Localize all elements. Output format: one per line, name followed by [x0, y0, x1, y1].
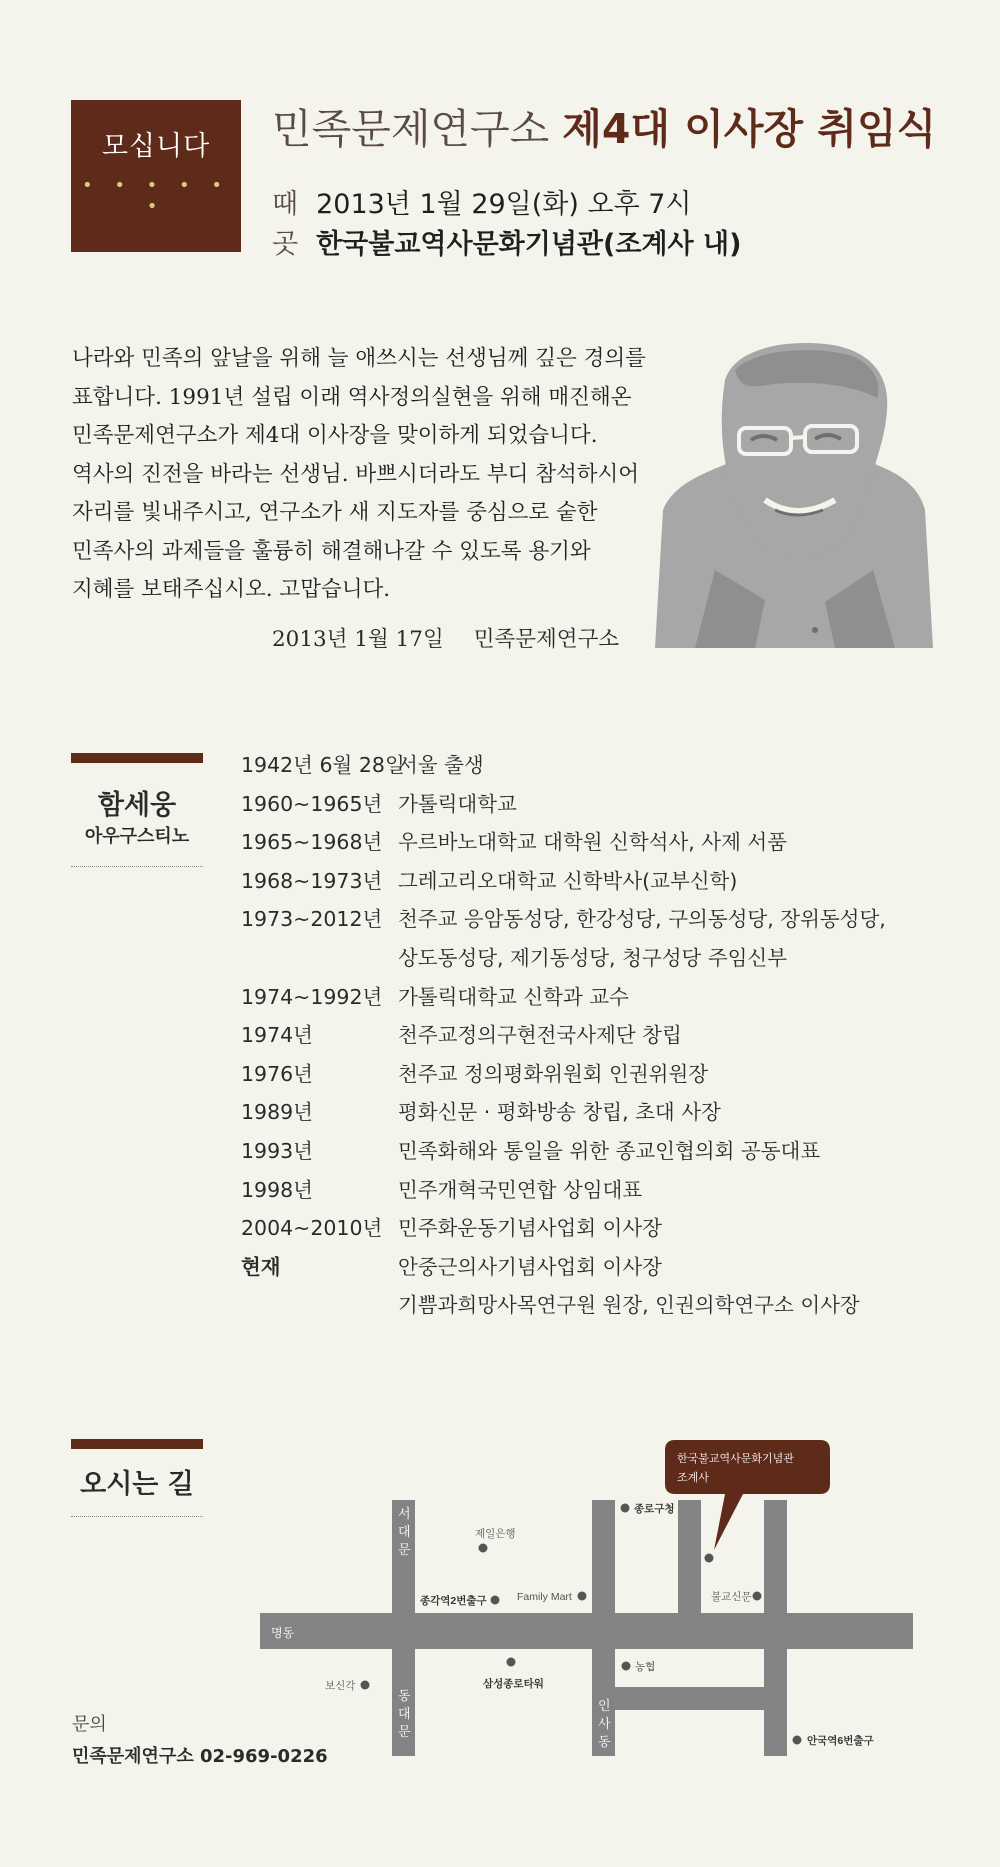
directions-bar — [71, 1439, 203, 1449]
letter-line: 표합니다. 1991년 설립 이래 역사정의실현을 위해 매진해온 — [72, 384, 632, 410]
career-desc: 서울 출생 — [398, 753, 484, 777]
invitation-badge — [71, 100, 241, 252]
poi-samsung: 삼성종로타워 — [483, 1678, 544, 1690]
letter-line: 민족문제연구소가 제4대 이사장을 맞이하게 되었습니다. — [72, 423, 598, 448]
poi-jongnogu: 종로구청 — [634, 1503, 675, 1515]
contact-label: 문의 — [72, 1714, 107, 1735]
letter-line: 민족사의 과제들을 훌륭히 해결해나갈 수 있도록 용기와 — [72, 538, 591, 564]
career-desc: 천주교 정의평화위원회 인권위원장 — [398, 1061, 709, 1086]
career-year: 1965~1968년 — [241, 830, 383, 855]
career-desc: 민족화해와 통일을 위한 종교인협의회 공동대표 — [398, 1138, 821, 1163]
profile-baptism-name: 아우구스티노 — [84, 826, 190, 847]
event-place — [272, 222, 741, 261]
callout-line-2: 조계사 — [677, 1472, 709, 1484]
letter-line: 지혜를 보태주십시오. 고맙습니다. — [72, 577, 391, 602]
profile-name: 함세웅 — [97, 790, 177, 821]
career-desc: 상도동성당, 제기동성당, 청구성당 주임신부 — [398, 945, 788, 970]
career-year: 1942년 6월 28일 — [241, 753, 405, 777]
road-label-seodaemun-3: 문 — [398, 1542, 411, 1557]
portrait-illustration — [655, 340, 933, 648]
road-horizontal-main — [260, 1613, 913, 1649]
letter-date: 2013년 1월 17일 — [272, 627, 444, 652]
career-desc: 가톨릭대학교 — [398, 791, 517, 816]
poi-nonghyup: 농협 — [635, 1661, 656, 1673]
poi-bosingak: 보신각 — [325, 1680, 356, 1692]
road-label-dongdaemun-3: 문 — [398, 1724, 411, 1739]
page-title — [272, 96, 936, 155]
career-desc: 우르바노대학교 대학원 신학석사, 사제 서품 — [398, 830, 788, 855]
road-label-dongdaemun-2: 대 — [398, 1706, 411, 1721]
letter-signature — [272, 622, 619, 653]
road-vertical-east — [764, 1500, 787, 1756]
location-map — [255, 1440, 915, 1760]
career-year: 2004~2010년 — [241, 1216, 383, 1241]
contact-info: 민족문제연구소 02-969-0226 — [72, 1746, 328, 1767]
career-year: 1974~1992년 — [241, 984, 383, 1009]
career-year: 1968~1973년 — [241, 868, 383, 893]
career-desc: 민주화운동기념사업회 이사장 — [398, 1216, 662, 1241]
callout-line-1: 한국불교역사문화기념관 — [677, 1453, 794, 1465]
title-org: 민족문제연구소 — [272, 105, 550, 153]
career-desc: 평화신문 · 평화방송 창립, 초대 사장 — [398, 1100, 721, 1125]
poi-jonggak2: 종각역2번출구 — [420, 1595, 487, 1607]
road-label-insadong-2: 사 — [598, 1716, 611, 1731]
directions-divider — [71, 1516, 203, 1517]
career-year: 1974년 — [241, 1023, 313, 1048]
road-label-seodaemun-1: 서 — [398, 1506, 411, 1521]
career-desc: 가톨릭대학교 신학과 교수 — [398, 984, 629, 1009]
letter-line: 역사의 진전을 바라는 선생님. 바쁘시더라도 부디 참석하시어 — [72, 461, 640, 487]
badge-dots: • • • • • • — [82, 175, 230, 217]
career-year: 1973~2012년 — [241, 907, 383, 932]
career-year: 1993년 — [241, 1138, 313, 1163]
road-label-west: 명동 — [271, 1626, 295, 1640]
career-desc: 안중근의사기념사업회 이사장 — [398, 1254, 662, 1279]
career-desc: 민주개혁국민연합 상임대표 — [398, 1177, 643, 1202]
career-year: 1976년 — [241, 1061, 313, 1086]
road-connector — [592, 1687, 787, 1710]
poi-jeil: 제일은행 — [475, 1528, 516, 1540]
road-label-insadong-3: 동 — [598, 1734, 611, 1749]
career-year: 현재 — [241, 1254, 281, 1279]
career-desc: 그레고리오대학교 신학박사(교부신학) — [398, 868, 738, 893]
badge-label: 모십니다 — [101, 131, 211, 162]
career-desc: 천주교 응암동성당, 한강성당, 구의동성당, 장위동성당, — [398, 907, 886, 932]
poi-anguk6: 안국역6번출구 — [807, 1735, 874, 1747]
road-vertical-jogyesa — [678, 1500, 701, 1620]
career-year: 1998년 — [241, 1177, 313, 1202]
poi-familymart: Family Mart — [517, 1591, 572, 1603]
career-desc: 천주교정의구현전국사제단 창립 — [398, 1023, 682, 1048]
road-label-dongdaemun-1: 동 — [398, 1688, 411, 1703]
profile-divider — [71, 866, 203, 867]
where-value: 한국불교역사문화기념관(조계사 내) — [316, 229, 742, 260]
career-desc: 기쁨과희망사목연구원 원장, 인권의학연구소 이사장 — [398, 1293, 860, 1318]
title-event: 제4대 이사장 취임식 — [562, 105, 937, 153]
directions-title: 오시는 길 — [80, 1469, 194, 1500]
career-year: 1989년 — [241, 1100, 313, 1125]
career-year: 1960~1965년 — [241, 791, 383, 816]
when-label: 때 — [272, 189, 299, 220]
event-time — [272, 182, 692, 221]
road-label-seodaemun-2: 대 — [398, 1524, 411, 1539]
where-label: 곳 — [272, 229, 299, 260]
invitation-letter — [72, 340, 672, 610]
road-label-insadong-1: 인 — [598, 1698, 611, 1713]
profile-bar — [71, 753, 203, 763]
poi-bulgyo: 불교신문 — [711, 1591, 752, 1603]
letter-line: 나라와 민족의 앞날을 위해 늘 애쓰시는 선생님께 깊은 경의를 — [72, 346, 646, 371]
when-value: 2013년 1월 29일(화) 오후 7시 — [316, 189, 692, 220]
letter-signer: 민족문제연구소 — [473, 627, 620, 652]
letter-line: 자리를 빛내주시고, 연구소가 새 지도자를 중심으로 숱한 — [72, 500, 598, 525]
